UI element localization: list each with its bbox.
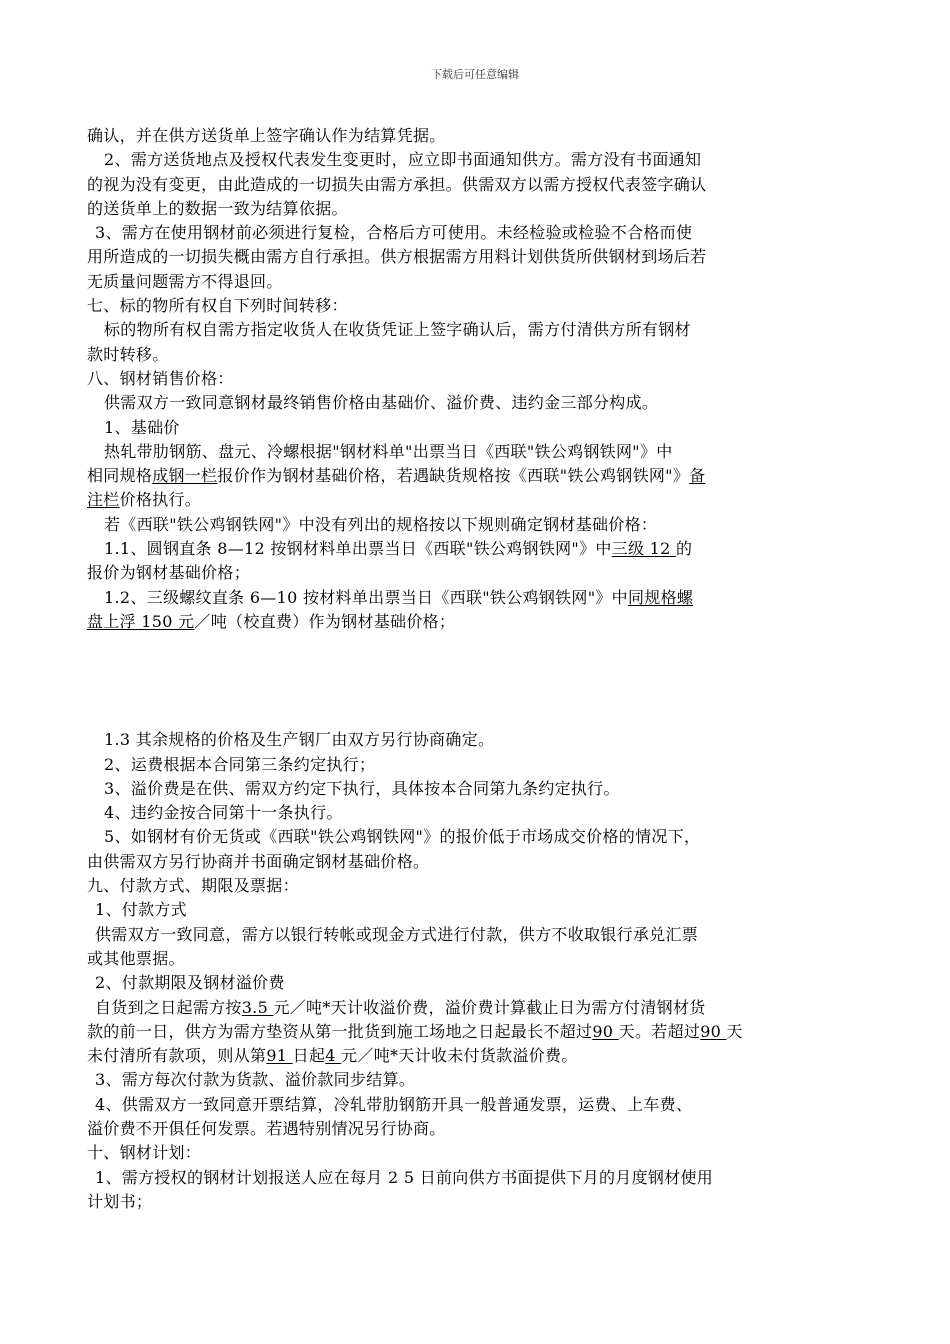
text-line bbox=[87, 221, 867, 245]
text-line bbox=[87, 245, 867, 269]
underlined-text: 91 bbox=[266, 1046, 293, 1066]
text-line bbox=[87, 343, 867, 367]
text-run: 5、如钢材有价无货或《西联"铁公鸡钢铁网"》的报价低于市场成交价格的情况下， bbox=[104, 827, 701, 847]
text-run: 热轧带肋钢筋、盘元、冷螺根据"钢材料单"出票当日《西联"铁公鸡钢铁网"》中 bbox=[104, 441, 673, 461]
text-run: 若《西联"铁公鸡钢铁网"》中没有列出的规格按以下规则确定钢材基础价格： bbox=[104, 514, 658, 534]
text-line bbox=[87, 801, 867, 825]
text-run: 1.2、三级螺纹直条 6—10 按材料单出票当日《西联"铁公鸡钢铁网"》中 bbox=[104, 587, 628, 607]
text-line bbox=[87, 1020, 867, 1044]
text-line bbox=[87, 1068, 867, 1092]
underlined-text: 注栏 bbox=[87, 490, 120, 510]
text-line bbox=[87, 270, 867, 294]
text-run: 供需双方一致同意钢材最终销售价格由基础价、溢价费、违约金三部分构成。 bbox=[104, 393, 659, 413]
text-run: 无质量问题需方不得退回。 bbox=[87, 271, 283, 291]
underlined-text: 90 bbox=[700, 1021, 727, 1041]
text-run: 款的前一日，供方为需方垫资从第一批货到施工场地之日起最长不超过 bbox=[87, 1021, 593, 1041]
text-line bbox=[87, 561, 867, 585]
text-line bbox=[87, 777, 867, 801]
text-line bbox=[87, 148, 867, 172]
text-run: 天 bbox=[726, 1021, 743, 1041]
text-line bbox=[87, 488, 867, 512]
text-run: 3、溢价费是在供、需双方约定下执行，具体按本合同第九条约定执行。 bbox=[104, 778, 620, 798]
text-run: 的送货单上的数据一致为结算依据。 bbox=[87, 198, 348, 218]
text-run: 日起 bbox=[292, 1046, 326, 1066]
text-line bbox=[87, 1141, 867, 1165]
text-run: 3、需方每次付款为货款、溢价款同步结算。 bbox=[95, 1070, 416, 1090]
text-line bbox=[87, 197, 867, 221]
text-run: 元／吨*天计收未付货款溢价费。 bbox=[341, 1046, 578, 1066]
text-line bbox=[87, 753, 867, 777]
text-run: 2、付款期限及钢材溢价费 bbox=[95, 973, 285, 993]
document-body bbox=[87, 124, 867, 1214]
text-line bbox=[87, 173, 867, 197]
text-run: 八、钢材销售价格： bbox=[87, 368, 234, 388]
underlined-text: 成钢一栏 bbox=[152, 466, 218, 486]
underlined-text: 同规格螺 bbox=[627, 587, 694, 607]
text-block-2 bbox=[87, 728, 867, 1214]
text-run: 2、运费根据本合同第三条约定执行； bbox=[104, 754, 376, 774]
text-run: 七、标的物所有权自下列时间转移： bbox=[87, 296, 348, 316]
text-run: 供需双方一致同意，需方以银行转帐或现金方式进行付款，供方不收取银行承兑汇票 bbox=[95, 924, 699, 944]
underlined-text: 三级 12 bbox=[611, 539, 677, 559]
text-line bbox=[87, 947, 867, 971]
text-run: 溢价费不开俱任何发票。若遇特别情况另行协商。 bbox=[87, 1118, 446, 1138]
text-run: 报价为钢材基础价格； bbox=[87, 563, 251, 583]
text-run: 用所造成的一切损失概由需方自行承担。供方根据需方用料计划供货所供钢材到场后若 bbox=[87, 247, 707, 267]
text-run: 标的物所有权自需方指定收货人在收货凭证上签字确认后，需方付清供方所有钢材 bbox=[104, 320, 691, 340]
text-line bbox=[87, 1117, 867, 1141]
text-line bbox=[87, 825, 867, 849]
text-line bbox=[87, 464, 867, 488]
text-line bbox=[87, 416, 867, 440]
text-run: 自货到之日起需方按 bbox=[95, 997, 242, 1017]
text-line bbox=[87, 367, 867, 391]
text-line bbox=[87, 1190, 867, 1214]
text-run: 元／吨*天计收溢价费，溢价费计算截止日为需方付清钢材货 bbox=[273, 997, 706, 1017]
text-run: 4、供需双方一致同意开票结算，冷轧带肋钢筋开具一般普通发票，运费、上车费、 bbox=[95, 1094, 693, 1114]
text-line bbox=[87, 971, 867, 995]
text-run: 由供需双方另行协商并书面确定钢材基础价格。 bbox=[87, 851, 430, 871]
page-break-gap bbox=[87, 634, 867, 728]
text-run: 未付清所有款项，则从第 bbox=[87, 1046, 267, 1066]
text-block-1 bbox=[87, 124, 867, 634]
text-run: 1、需方授权的钢材计划报送人应在每月 2 5 日前向供方书面提供下月的月度钢材使用 bbox=[95, 1167, 714, 1187]
text-line bbox=[87, 391, 867, 415]
text-run: 1、基础价 bbox=[104, 417, 180, 437]
text-run: 的 bbox=[676, 539, 693, 559]
text-run: ／吨（校直费）作为钢材基础价格； bbox=[194, 611, 456, 631]
text-run: 确认，并在供方送货单上签字确认作为结算凭据。 bbox=[87, 126, 446, 145]
underlined-text: 90 bbox=[592, 1021, 619, 1041]
text-run: 价格执行。 bbox=[119, 490, 202, 510]
text-run: 九、付款方式、期限及票据： bbox=[87, 876, 299, 896]
text-run: 相同规格 bbox=[87, 466, 153, 486]
text-line bbox=[87, 898, 867, 922]
underlined-text: 4 bbox=[325, 1046, 342, 1066]
text-line bbox=[87, 124, 867, 148]
text-run: 报价作为钢材基础价格，若遇缺货规格按《西联"铁公鸡钢铁网"》 bbox=[217, 466, 690, 486]
text-run: 2、需方送货地点及授权代表发生变更时，应立即书面通知供方。需方没有书面通知 bbox=[104, 150, 702, 170]
text-line bbox=[87, 850, 867, 874]
text-line bbox=[87, 537, 867, 561]
text-line bbox=[87, 1166, 867, 1190]
text-line bbox=[87, 440, 867, 464]
text-line bbox=[87, 294, 867, 318]
text-line bbox=[87, 610, 867, 634]
page-header: 下载后可任意编辑 bbox=[431, 68, 519, 81]
text-run: 的视为没有变更，由此造成的一切损失由需方承担。供需双方以需方授权代表签字确认 bbox=[87, 174, 707, 194]
text-line bbox=[87, 874, 867, 898]
text-run: 天。若超过 bbox=[618, 1021, 701, 1041]
text-run: 1.1、圆钢直条 8—12 按钢材料单出票当日《西联"铁公鸡钢铁网"》中 bbox=[104, 539, 612, 559]
text-run: 或其他票据。 bbox=[87, 948, 185, 968]
text-line bbox=[87, 586, 867, 610]
text-run: 1.3 其余规格的价格及生产钢厂由双方另行协商确定。 bbox=[104, 730, 495, 750]
text-run: 款时转移。 bbox=[87, 344, 169, 364]
text-run: 十、钢材计划： bbox=[87, 1143, 202, 1163]
text-line bbox=[87, 728, 867, 752]
underlined-text: 备 bbox=[689, 466, 706, 486]
underlined-text: 盘上浮 150 元 bbox=[87, 611, 195, 631]
underlined-text: 3.5 bbox=[241, 997, 274, 1017]
text-run: 计划书； bbox=[87, 1191, 153, 1211]
text-run: 3、需方在使用钢材前必须进行复检，合格后方可使用。未经检验或检验不合格而使 bbox=[95, 223, 693, 243]
text-line bbox=[87, 1093, 867, 1117]
text-run: 1、付款方式 bbox=[95, 900, 187, 920]
text-run: 4、违约金按合同第十一条执行。 bbox=[104, 803, 343, 823]
text-line bbox=[87, 1044, 867, 1068]
text-line bbox=[87, 513, 867, 537]
text-line bbox=[87, 923, 867, 947]
text-line bbox=[87, 996, 867, 1020]
text-line bbox=[87, 318, 867, 342]
